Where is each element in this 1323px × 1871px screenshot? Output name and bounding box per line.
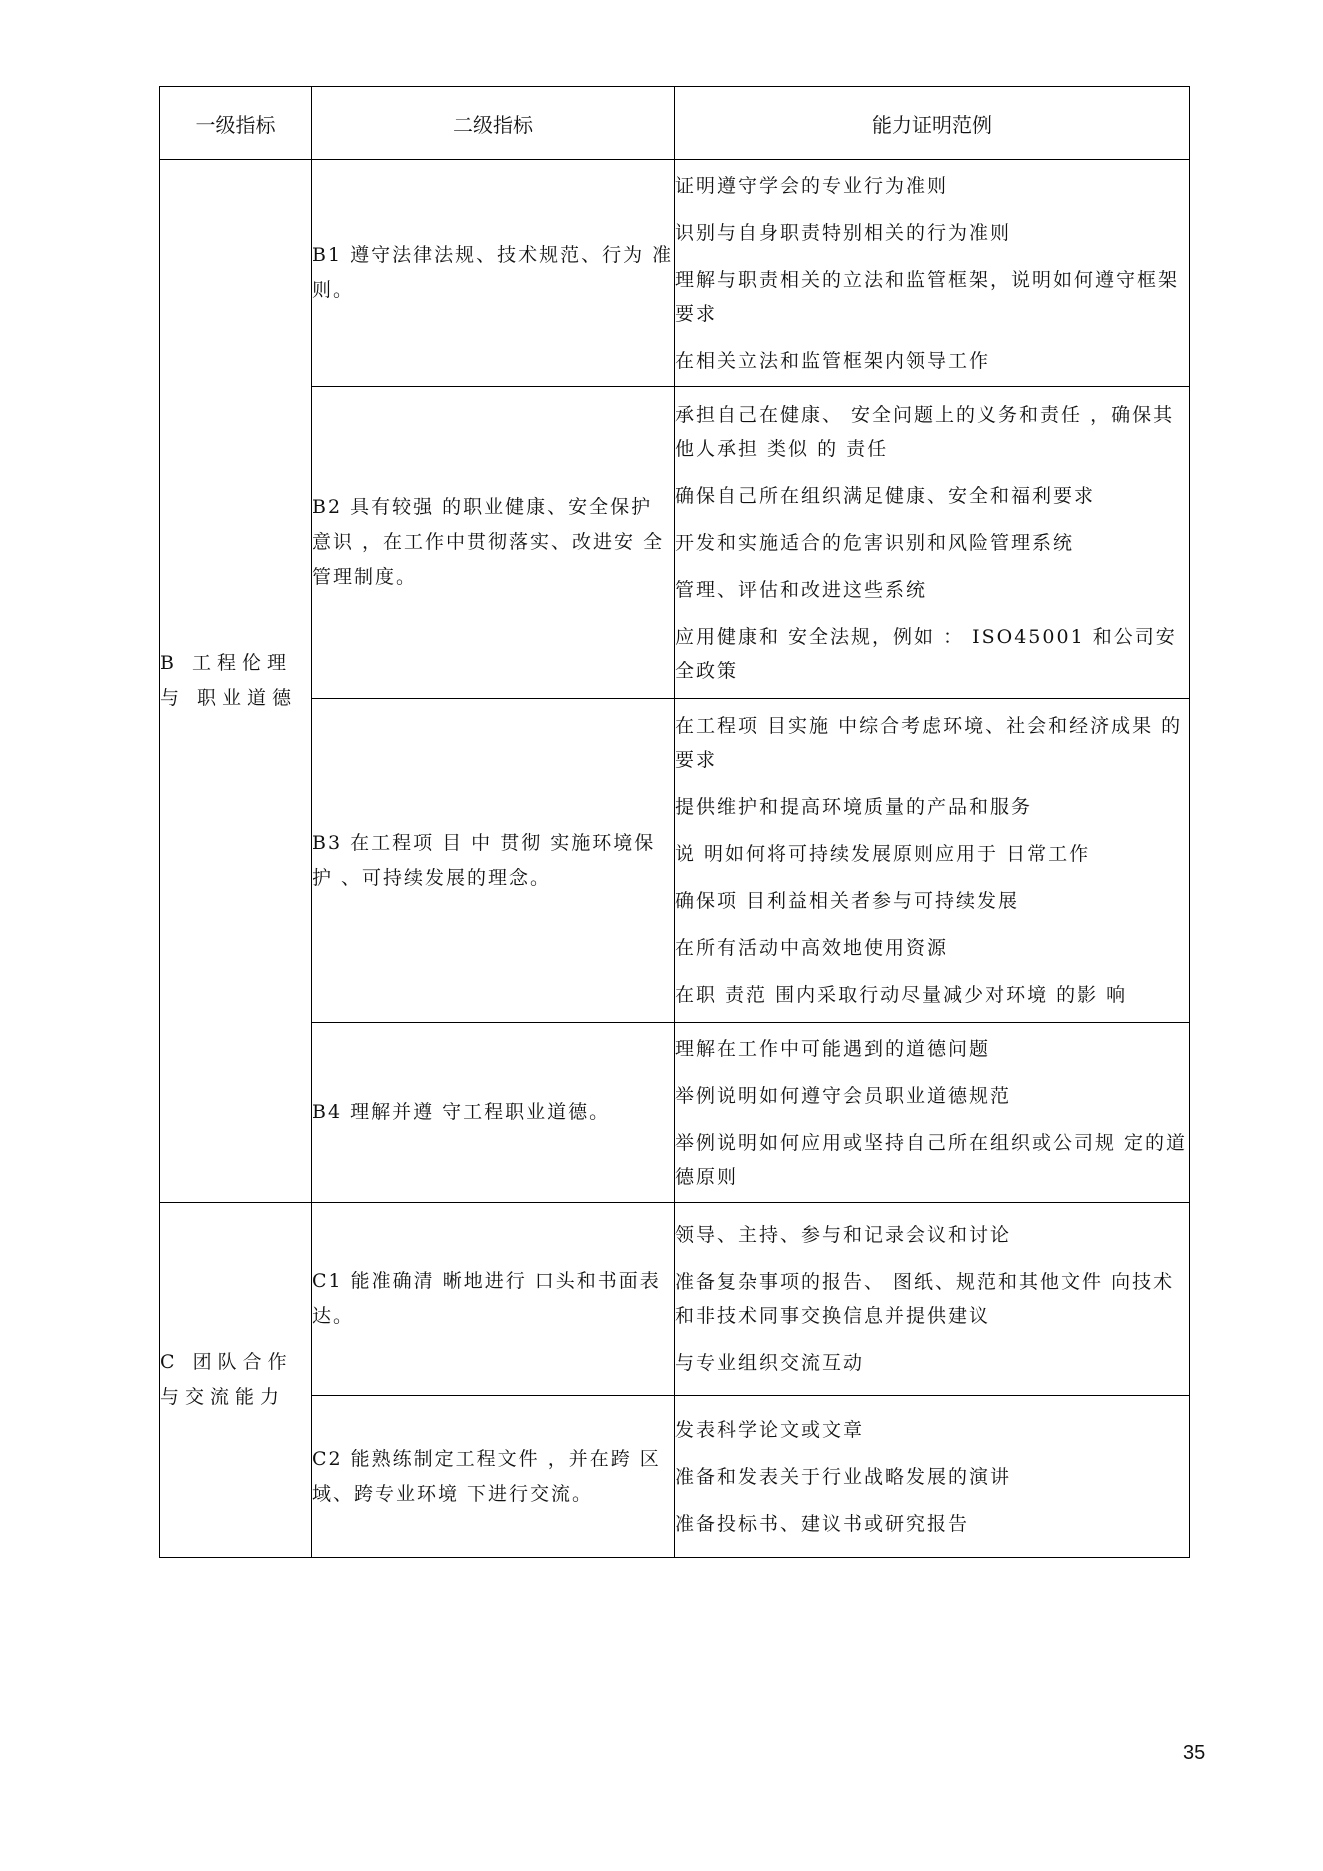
table-row bbox=[160, 387, 1190, 699]
page-number: 35 bbox=[1183, 1742, 1206, 1764]
table-row bbox=[160, 1023, 1190, 1203]
header-level1: 一级指标 bbox=[160, 87, 312, 160]
table-row bbox=[160, 699, 1190, 1023]
level2-indicator-b2: B2 具有较强 的职业健康、安全保护 意识 ，在工作中贯彻落实、改进安 全管理制度。 bbox=[312, 387, 675, 699]
example-item: 理解在工作中可能遇到的道德问题 bbox=[675, 1037, 991, 1060]
table-row bbox=[160, 1396, 1190, 1558]
example-item: 举例说明如何遵守会员职业道德规范 bbox=[675, 1084, 1012, 1107]
examples-b2 bbox=[675, 387, 1190, 699]
examples-c2 bbox=[675, 1396, 1190, 1558]
examples-c1 bbox=[675, 1203, 1190, 1396]
examples-b4 bbox=[675, 1023, 1190, 1203]
competency-table bbox=[159, 86, 1190, 1558]
table-header-row bbox=[160, 87, 1190, 160]
example-item: 准备复杂事项的报告、 图纸、规范和其他文件 向技术和非技术同事交换信息并提供建议 bbox=[675, 1271, 1175, 1327]
level1-indicator-c: C 团队合作与交流能力 bbox=[160, 1203, 312, 1558]
example-item: 与专业组织交流互动 bbox=[675, 1352, 865, 1374]
example-item: 准备投标书、建议书或研究报告 bbox=[675, 1512, 970, 1535]
example-item: 管理、评估和改进这些系统 bbox=[675, 578, 928, 601]
example-item: 理解与职责相关的立法和监管框架，说明如何遵守框架要求 bbox=[675, 268, 1180, 325]
level2-indicator-b3: B3 在工程项 目 中 贯彻 实施环境保 护 、可持续发展的理念。 bbox=[312, 699, 675, 1023]
header-examples: 能力证明范例 bbox=[675, 87, 1190, 160]
example-item: 准备和发表关于行业战略发展的演讲 bbox=[675, 1465, 1012, 1488]
example-item: 说 明如何将可持续发展原则应用于 日常工作 bbox=[675, 843, 1091, 865]
example-item: 举例说明如何应用或坚持自己所在组织或公司规 定的道德原则 bbox=[675, 1131, 1188, 1188]
example-item: 发表科学论文或文章 bbox=[675, 1418, 865, 1441]
header-level2: 二级指标 bbox=[312, 87, 675, 160]
example-item: 证明遵守学会的专业行为准则 bbox=[675, 174, 949, 197]
example-item: 在职 责范 围内采取行动尽量减少对环境 的影 响 bbox=[675, 984, 1128, 1006]
level2-indicator-b1: B1 遵守法律法规、技术规范、行为 准则。 bbox=[312, 160, 675, 387]
level2-indicator-b4: B4 理解并遵 守工程职业道德。 bbox=[312, 1023, 675, 1203]
examples-b1 bbox=[675, 160, 1190, 387]
example-item: 提供维护和提高环境质量的产品和服务 bbox=[675, 796, 1033, 818]
examples-b3 bbox=[675, 699, 1190, 1023]
example-item: 确保项 目利益相关者参与可持续发展 bbox=[675, 890, 1020, 912]
level1-indicator-b: B 工程伦理与 职业道德 bbox=[160, 160, 312, 1203]
example-item: 识别与自身职责特别相关的行为准则 bbox=[675, 221, 1012, 244]
example-item: 承担自己在健康、 安全问题上的义务和责任 ，确保其他人承担 类似 的 责任 bbox=[675, 403, 1175, 460]
example-item: 领导、主持、参与和记录会议和讨论 bbox=[675, 1224, 1012, 1246]
example-item: 应用健康和 安全法规，例如 ： ISO45001 和公司安全政策 bbox=[675, 625, 1177, 682]
example-item: 在所有活动中高效地使用资源 bbox=[675, 937, 949, 959]
example-item: 在工程项 目实施 中综合考虑环境、社会和经济成果 的要求 bbox=[675, 715, 1183, 771]
example-item: 确保自己所在组织满足健康、安全和福利要求 bbox=[675, 484, 1096, 507]
level2-indicator-c2: C2 能熟练制定工程文件 ，并在跨 区域、跨专业环境 下进行交流。 bbox=[312, 1396, 675, 1558]
level2-indicator-c1: C1 能准确清 晰地进行 口头和书面表达。 bbox=[312, 1203, 675, 1396]
table-row bbox=[160, 1203, 1190, 1396]
example-item: 开发和实施适合的危害识别和风险管理系统 bbox=[675, 531, 1075, 554]
example-item: 在相关立法和监管框架内领导工作 bbox=[675, 349, 991, 372]
table-row bbox=[160, 160, 1190, 387]
